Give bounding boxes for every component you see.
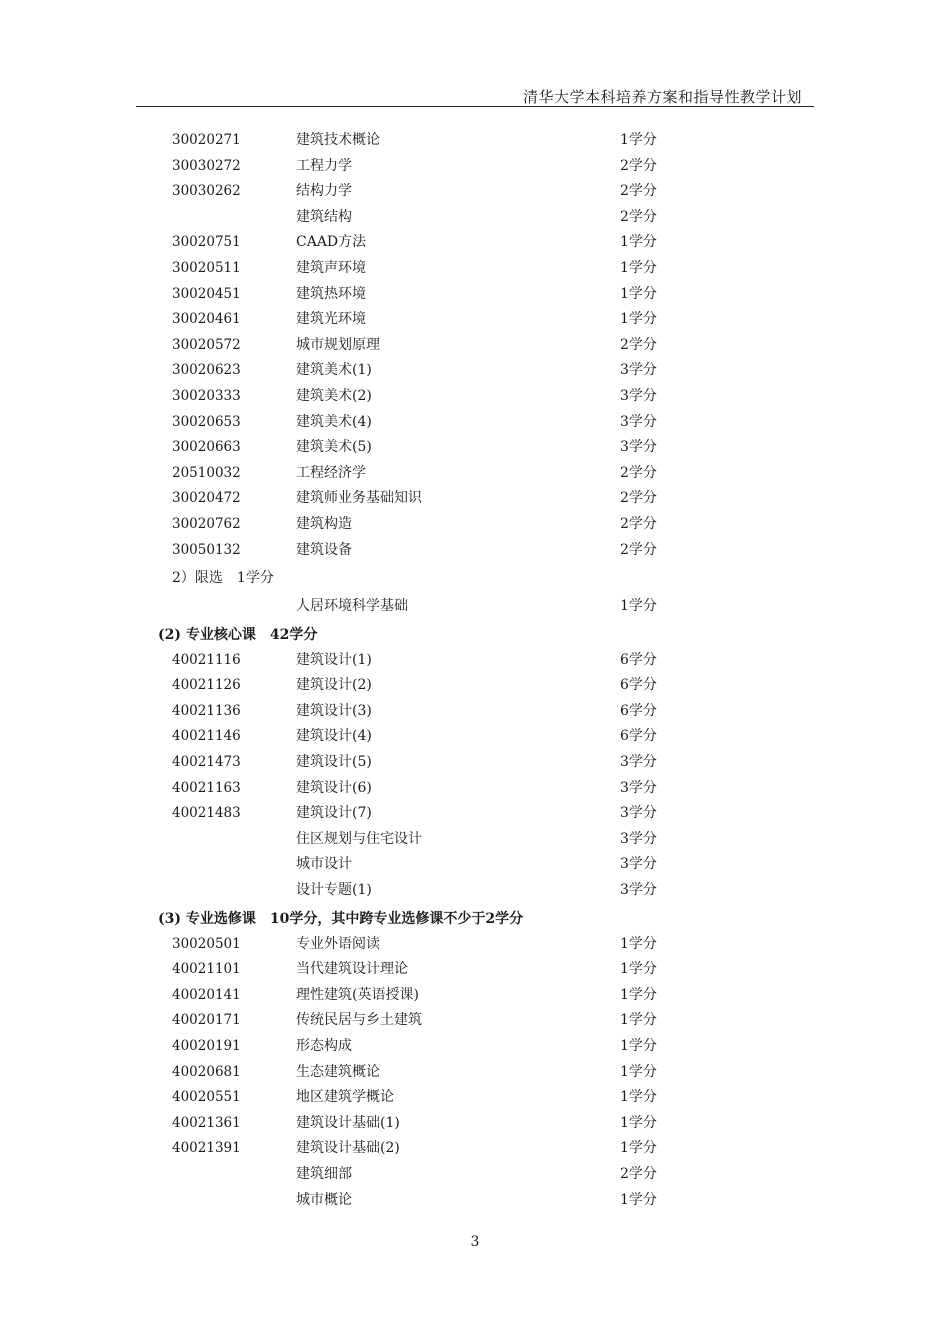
course-row bbox=[0, 282, 950, 308]
course-code: 30020511 bbox=[172, 259, 241, 276]
course-name: 传统民居与乡土建筑 bbox=[296, 1012, 422, 1029]
course-credit: 3学分 bbox=[620, 387, 657, 404]
course-credit: 3学分 bbox=[620, 439, 657, 456]
course-name: 住区规划与住宅设计 bbox=[296, 830, 422, 847]
course-code: 30050132 bbox=[172, 541, 241, 558]
course-credit: 1学分 bbox=[620, 132, 657, 148]
course-name: 城市设计 bbox=[296, 856, 352, 873]
course-name: 建筑设计(6) bbox=[296, 779, 372, 796]
course-code: 30020472 bbox=[172, 490, 241, 507]
course-name: 建筑师业务基础知识 bbox=[296, 490, 422, 507]
course-name: 建筑美术(1) bbox=[296, 362, 372, 379]
course-row bbox=[0, 878, 950, 904]
course-row bbox=[0, 1085, 950, 1111]
course-name: 生态建筑概论 bbox=[296, 1063, 380, 1080]
course-code: 30020762 bbox=[172, 515, 241, 532]
course-code: 40020551 bbox=[172, 1089, 241, 1106]
course-name: 当代建筑设计理论 bbox=[296, 961, 408, 978]
course-code: 30020501 bbox=[172, 935, 241, 952]
course-name: 建筑细部 bbox=[296, 1165, 352, 1182]
course-credit: 6学分 bbox=[620, 651, 657, 668]
course-code: 30030272 bbox=[172, 157, 241, 174]
course-name: 建筑设计(7) bbox=[296, 805, 372, 822]
course-credit: 1学分 bbox=[620, 259, 657, 276]
course-credit: 3学分 bbox=[620, 754, 657, 771]
section-heading bbox=[0, 904, 950, 932]
course-credit: 2学分 bbox=[620, 208, 657, 225]
course-name: 建筑设计基础(2) bbox=[296, 1140, 400, 1157]
course-name: 专业外语阅读 bbox=[296, 935, 380, 952]
course-code: 40021146 bbox=[172, 728, 241, 745]
course-credit: 2学分 bbox=[620, 336, 657, 353]
course-code: 40021101 bbox=[172, 961, 241, 978]
course-credit: 6学分 bbox=[620, 728, 657, 745]
course-code: 20510032 bbox=[172, 464, 241, 481]
course-name: 建筑设计(2) bbox=[296, 677, 372, 694]
course-row bbox=[0, 538, 950, 564]
course-credit: 1学分 bbox=[620, 1063, 657, 1080]
course-row bbox=[0, 154, 950, 180]
course-credit: 1学分 bbox=[620, 285, 657, 302]
course-credit: 3学分 bbox=[620, 362, 657, 379]
course-row bbox=[0, 205, 950, 231]
course-credit: 1学分 bbox=[620, 1038, 657, 1054]
course-credit: 3学分 bbox=[620, 882, 657, 899]
course-name: 形态构成 bbox=[296, 1038, 352, 1054]
header-divider bbox=[136, 106, 814, 107]
course-name: 设计专题(1) bbox=[296, 882, 372, 899]
section-credit: 10学分，其中跨专业选修课不少于2学分 bbox=[269, 910, 524, 927]
course-credit: 6学分 bbox=[620, 702, 657, 719]
course-name: 建筑热环境 bbox=[296, 285, 366, 302]
course-row bbox=[0, 358, 950, 384]
course-credit: 1学分 bbox=[620, 986, 657, 1003]
course-name: 结构力学 bbox=[296, 183, 352, 200]
course-credit: 3学分 bbox=[620, 856, 657, 873]
course-code: 30030262 bbox=[172, 183, 241, 200]
course-code: 40020171 bbox=[172, 1012, 241, 1029]
course-credit: 1学分 bbox=[620, 1191, 657, 1208]
course-credit: 1学分 bbox=[620, 1089, 657, 1106]
course-code: 30020271 bbox=[172, 132, 241, 148]
course-row bbox=[0, 333, 950, 359]
course-code: 30020623 bbox=[172, 362, 241, 379]
course-code: 40021391 bbox=[172, 1140, 241, 1157]
section-label: 2）限选 bbox=[172, 570, 223, 587]
section-credit: 1学分 bbox=[236, 570, 274, 587]
course-code: 30020451 bbox=[172, 285, 241, 302]
course-code: 40020141 bbox=[172, 986, 241, 1003]
course-row bbox=[0, 648, 950, 674]
course-row bbox=[0, 827, 950, 853]
course-name: 建筑设计(5) bbox=[296, 754, 372, 771]
course-credit: 2学分 bbox=[620, 464, 657, 481]
course-name: 建筑设计基础(1) bbox=[296, 1114, 400, 1131]
course-name: 地区建筑学概论 bbox=[296, 1089, 394, 1106]
course-row bbox=[0, 1136, 950, 1162]
course-code: 40021361 bbox=[172, 1114, 241, 1131]
course-name: 建筑美术(5) bbox=[296, 439, 372, 456]
course-row bbox=[0, 1008, 950, 1034]
course-row bbox=[0, 801, 950, 827]
section-label: (3) 专业选修课 bbox=[158, 910, 256, 927]
course-code: 30020751 bbox=[172, 234, 241, 251]
course-name: 建筑设计(4) bbox=[296, 728, 372, 745]
course-credit: 2学分 bbox=[620, 541, 657, 558]
course-code: 40021116 bbox=[172, 651, 241, 668]
course-code: 40020191 bbox=[172, 1038, 241, 1054]
course-row bbox=[0, 673, 950, 699]
course-row bbox=[0, 256, 950, 282]
course-credit: 3学分 bbox=[620, 805, 657, 822]
course-row bbox=[0, 435, 950, 461]
course-row bbox=[0, 461, 950, 487]
course-name: 建筑光环境 bbox=[296, 311, 366, 328]
course-row bbox=[0, 724, 950, 750]
page-number: 3 bbox=[470, 1234, 480, 1250]
course-row bbox=[0, 486, 950, 512]
course-row bbox=[0, 179, 950, 205]
course-credit: 1学分 bbox=[620, 598, 657, 615]
course-credit: 1学分 bbox=[620, 311, 657, 328]
course-row bbox=[0, 410, 950, 436]
course-code: 40021126 bbox=[172, 677, 241, 694]
course-name: 理性建筑(英语授课) bbox=[296, 986, 419, 1003]
course-name: 建筑美术(4) bbox=[296, 413, 372, 430]
course-credit: 6学分 bbox=[620, 677, 657, 694]
course-name: 建筑构造 bbox=[296, 515, 352, 532]
course-row bbox=[0, 983, 950, 1009]
course-name: 建筑美术(2) bbox=[296, 387, 372, 404]
course-row bbox=[0, 932, 950, 958]
course-row bbox=[0, 1060, 950, 1086]
course-name: 建筑声环境 bbox=[296, 259, 366, 276]
course-row bbox=[0, 776, 950, 802]
course-credit: 3学分 bbox=[620, 830, 657, 847]
course-code: 40021483 bbox=[172, 805, 241, 822]
course-name: 城市规划原理 bbox=[296, 336, 380, 353]
section-heading bbox=[0, 620, 950, 648]
course-name: 建筑结构 bbox=[296, 208, 352, 225]
course-row bbox=[0, 957, 950, 983]
course-row bbox=[0, 852, 950, 878]
course-credit: 1学分 bbox=[620, 961, 657, 978]
course-name: CAAD方法 bbox=[296, 234, 367, 251]
course-credit: 1学分 bbox=[620, 1140, 657, 1157]
course-row bbox=[0, 1162, 950, 1188]
course-credit: 1学分 bbox=[620, 234, 657, 251]
course-credit: 3学分 bbox=[620, 413, 657, 430]
course-name: 建筑设备 bbox=[296, 541, 352, 558]
course-credit: 1学分 bbox=[620, 1012, 657, 1029]
course-row bbox=[0, 307, 950, 333]
course-name: 工程力学 bbox=[296, 157, 352, 174]
course-code: 30020572 bbox=[172, 336, 241, 353]
course-credit: 2学分 bbox=[620, 490, 657, 507]
course-row bbox=[0, 230, 950, 256]
course-code: 30020333 bbox=[172, 387, 241, 404]
course-code: 30020663 bbox=[172, 439, 241, 456]
subsection-heading bbox=[0, 563, 950, 594]
course-row bbox=[0, 1188, 950, 1214]
course-row bbox=[0, 512, 950, 538]
course-row bbox=[0, 384, 950, 410]
course-name: 建筑设计(3) bbox=[296, 702, 372, 719]
course-credit: 2学分 bbox=[620, 515, 657, 532]
course-name: 工程经济学 bbox=[296, 464, 366, 481]
course-credit: 1学分 bbox=[620, 1114, 657, 1131]
course-list bbox=[0, 128, 950, 1213]
course-code: 40021136 bbox=[172, 702, 241, 719]
course-row bbox=[0, 1111, 950, 1137]
course-name: 建筑设计(1) bbox=[296, 651, 372, 668]
course-row bbox=[0, 699, 950, 725]
course-code: 30020461 bbox=[172, 311, 241, 328]
course-name: 城市概论 bbox=[296, 1191, 352, 1208]
course-code: 40021473 bbox=[172, 754, 241, 771]
course-credit: 1学分 bbox=[620, 935, 657, 952]
course-credit: 2学分 bbox=[620, 157, 657, 174]
course-code: 40020681 bbox=[172, 1063, 241, 1080]
course-credit: 2学分 bbox=[620, 1165, 657, 1182]
course-credit: 3学分 bbox=[620, 779, 657, 796]
course-code: 30020653 bbox=[172, 413, 241, 430]
course-row bbox=[0, 750, 950, 776]
course-code: 40021163 bbox=[172, 779, 241, 796]
course-name: 人居环境科学基础 bbox=[296, 598, 408, 615]
course-row bbox=[0, 1034, 950, 1060]
course-credit: 2学分 bbox=[620, 183, 657, 200]
section-label: (2) 专业核心课 bbox=[158, 626, 256, 643]
course-name: 建筑技术概论 bbox=[296, 132, 380, 148]
section-credit: 42学分 bbox=[269, 626, 318, 643]
course-row bbox=[0, 594, 950, 620]
course-row bbox=[0, 128, 950, 154]
page-header-title: 清华大学本科培养方案和指导性教学计划 bbox=[522, 88, 802, 106]
